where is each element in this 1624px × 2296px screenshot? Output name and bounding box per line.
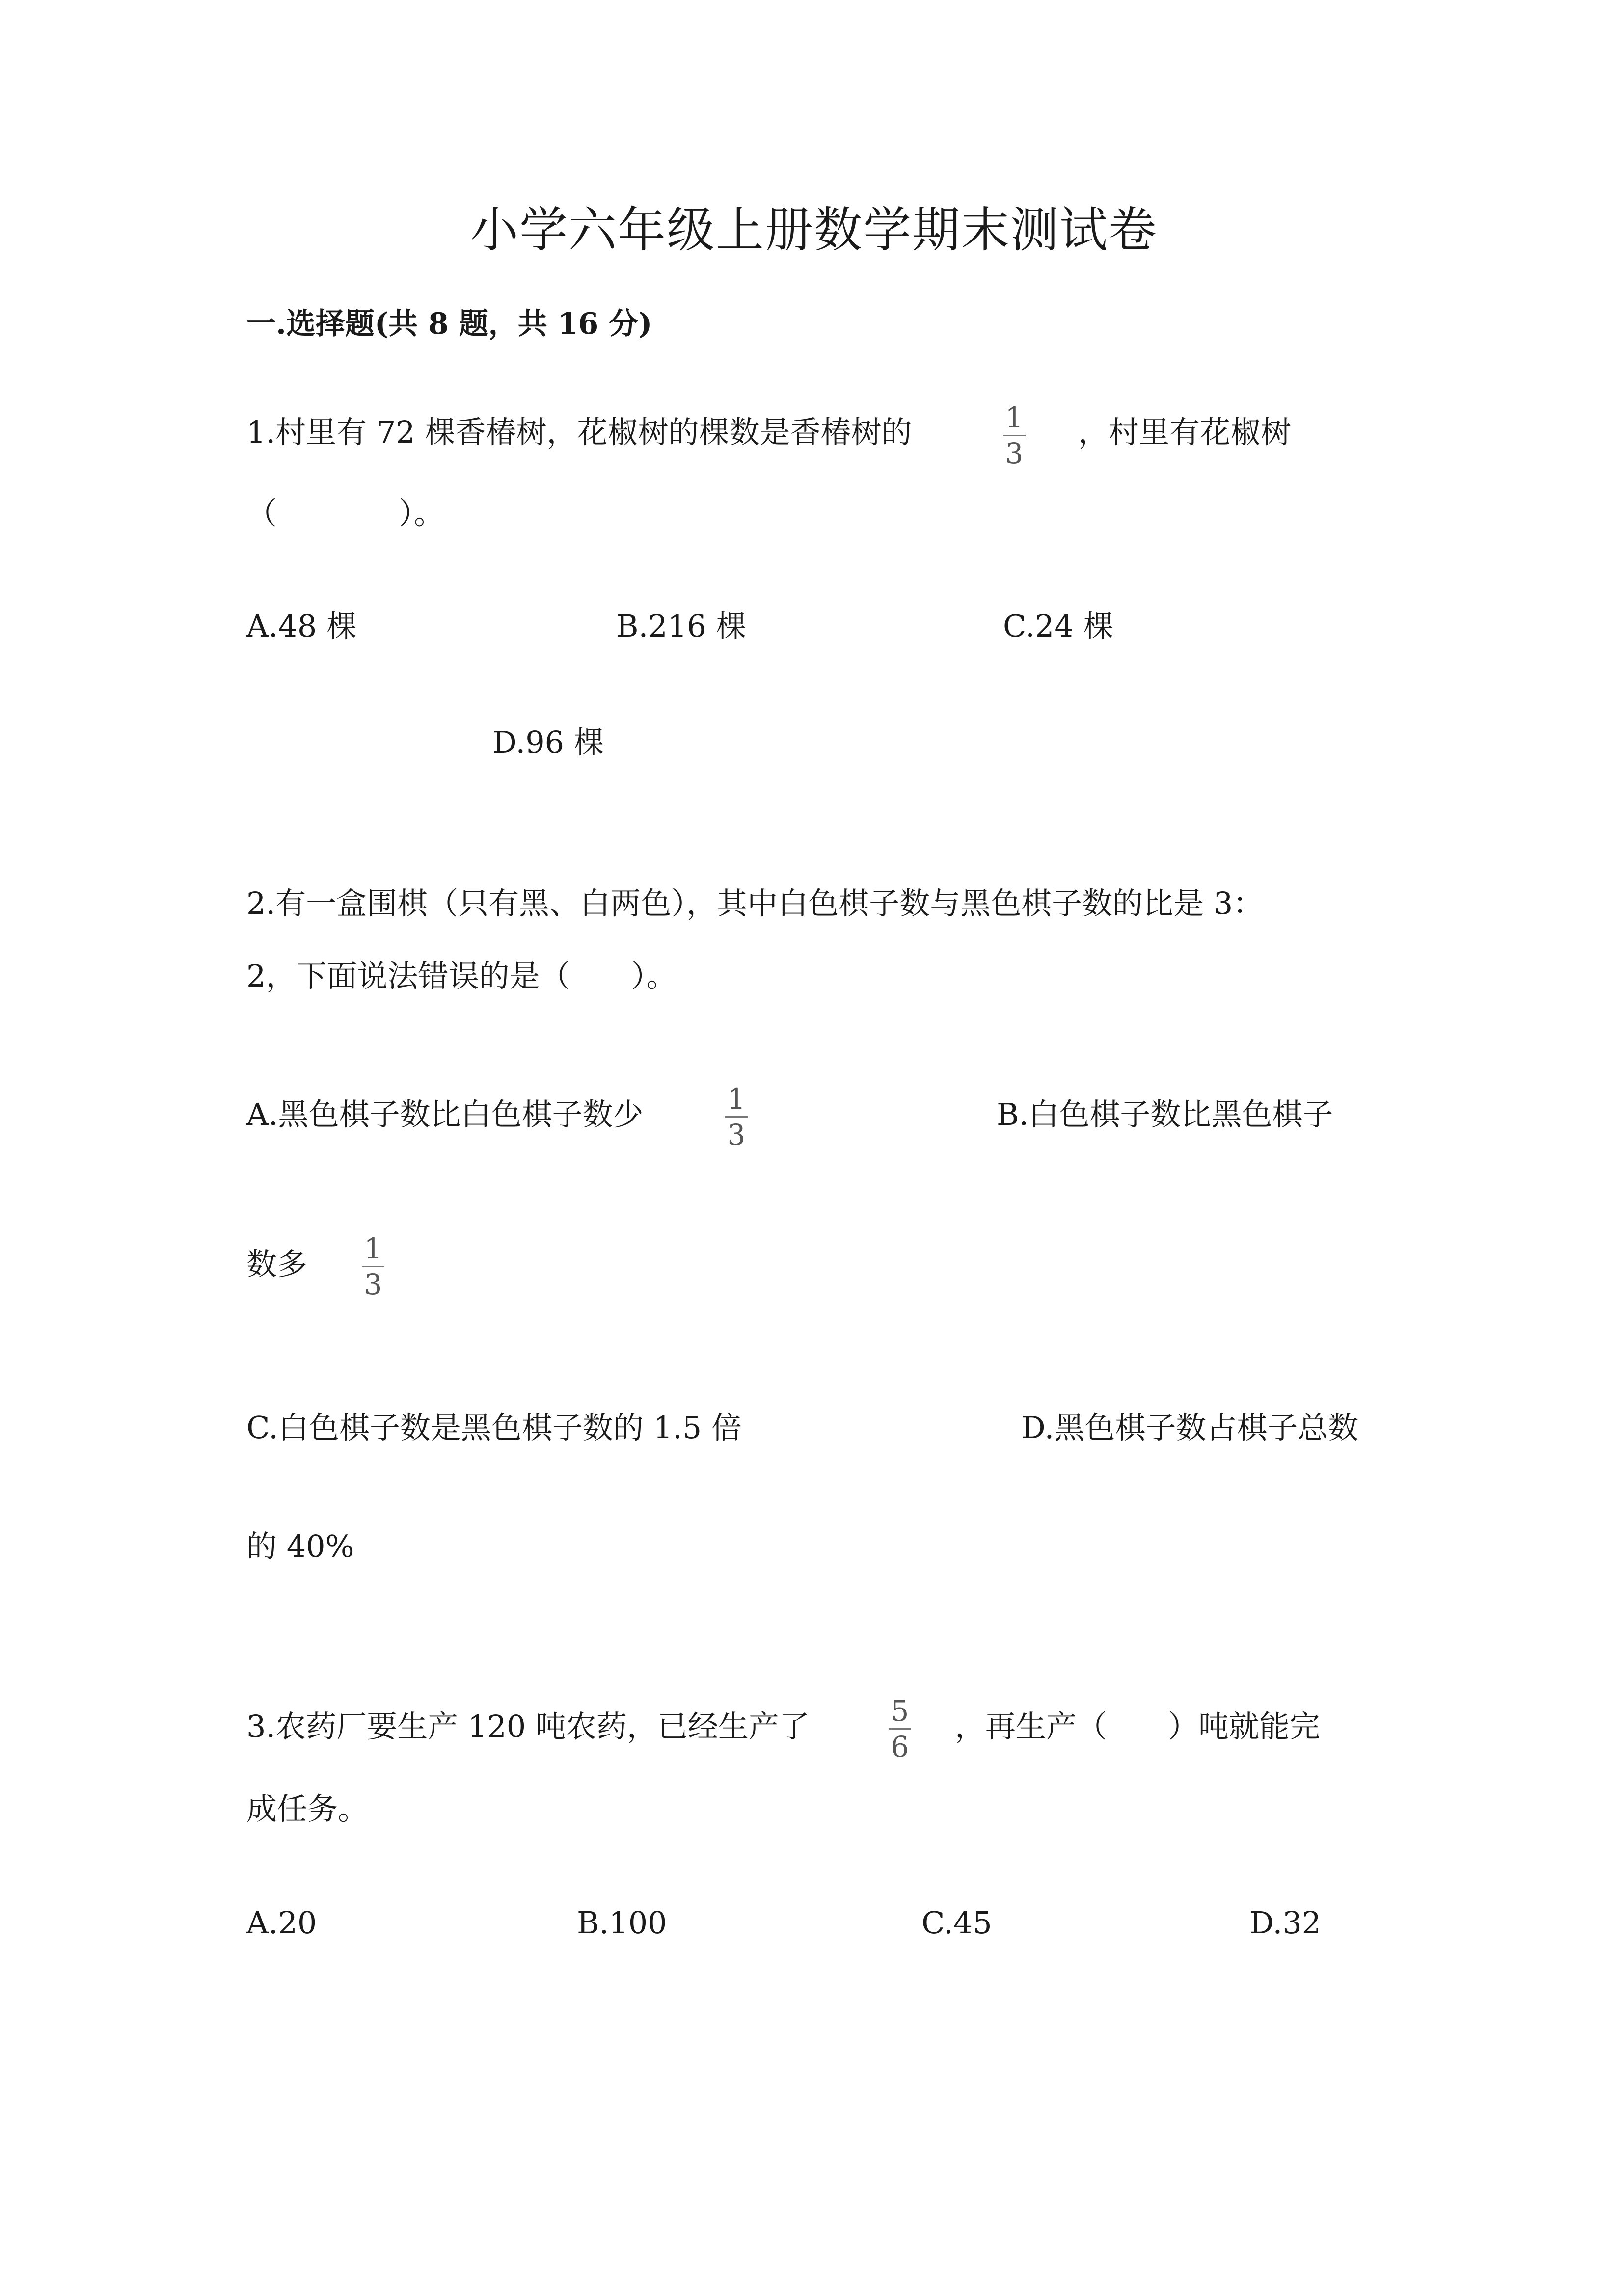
question-2-option-b-continued: 数多 <box>246 1246 308 1282</box>
fraction-numerator: 1 <box>364 1232 382 1265</box>
question-1-stem: 1.村里有 72 棵香椿树，花椒树的棵数是香椿树的 <box>246 414 912 450</box>
question-3-option-b[interactable]: B.100 <box>577 1905 667 1941</box>
fraction-denominator: 3 <box>727 1118 746 1151</box>
fraction-numerator: 1 <box>1005 401 1024 434</box>
question-2-option-a-fraction <box>725 1082 748 1151</box>
question-1-stem-continued: ，村里有花椒树 <box>1078 414 1292 450</box>
question-3-option-c[interactable]: C.45 <box>921 1905 992 1941</box>
question-3-stem: 3.农药厂要生产 120 吨农药，已经生产了 <box>246 1709 810 1744</box>
question-3-option-a[interactable]: A.20 <box>246 1905 317 1941</box>
question-1-blank: （ ）。 <box>246 495 445 531</box>
fraction-numerator: 1 <box>727 1082 746 1116</box>
fraction-denominator: 3 <box>1005 437 1024 470</box>
question-1-option-b[interactable]: B.216 棵 <box>616 608 747 644</box>
question-2-option-d-continued: 的 40% <box>246 1528 354 1564</box>
question-2-option-c[interactable]: C.白色棋子数是黑色棋子数的 1.5 倍 <box>246 1410 742 1445</box>
question-2-option-b[interactable]: B.白色棋子数比黑色棋子 <box>997 1096 1333 1132</box>
question-3-stem-continued: ，再生产（ ）吨就能完 <box>955 1709 1321 1744</box>
question-2-stem: 2.有一盒围棋（只有黑、白两色），其中白色棋子数与黑色棋子数的比是 3： <box>246 885 1264 921</box>
fraction-denominator: 6 <box>891 1730 909 1763</box>
fraction-numerator: 5 <box>891 1694 909 1728</box>
question-3-fraction <box>889 1694 911 1763</box>
question-3-option-d[interactable]: D.32 <box>1249 1905 1322 1941</box>
question-1-option-d[interactable]: D.96 棵 <box>492 724 604 760</box>
question-1-option-c[interactable]: C.24 棵 <box>1003 608 1114 644</box>
question-2-option-d[interactable]: D.黑色棋子数占棋子总数 <box>1021 1410 1359 1445</box>
section-heading: 一.选择题(共 8 题，共 16 分) <box>246 307 652 341</box>
question-2-stem-line2: 2，下面说法错误的是（ ）。 <box>246 958 677 994</box>
fraction-denominator: 3 <box>364 1268 382 1301</box>
question-1-option-a[interactable]: A.48 棵 <box>246 608 357 644</box>
question-2-option-a[interactable]: A.黑色棋子数比白色棋子数少 <box>246 1096 644 1132</box>
page-title: 小学六年级上册数学期末测试卷 <box>470 202 1158 258</box>
question-1-fraction <box>1003 403 1026 468</box>
question-3-stem-line2: 成任务。 <box>246 1791 369 1827</box>
question-2-option-b-fraction <box>362 1234 384 1299</box>
